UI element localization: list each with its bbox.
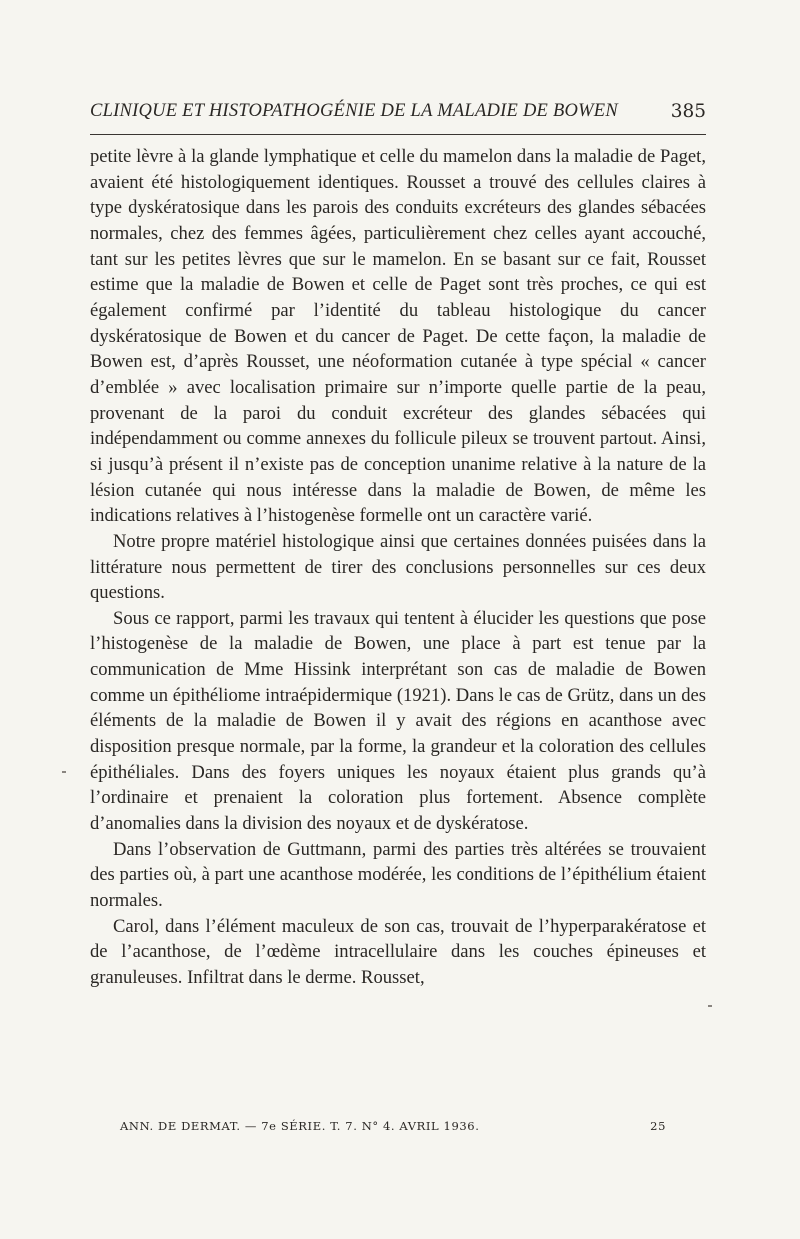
header-rule bbox=[90, 134, 706, 135]
running-title: CLINIQUE ET HISTOPATHOGÉNIE DE LA MALADIE DE BOWEN bbox=[90, 101, 618, 121]
page-number: 385 bbox=[670, 101, 706, 122]
journal-citation: ANN. DE DERMAT. — 7e SÉRIE. T. 7. N° 4. AVRIL 1936. bbox=[120, 1119, 480, 1133]
paragraph-3: Sous ce rapport, parmi les travaux qui tentent à élucider les questions que pose l’histogenèse de la maladie de Bowen, une place à part est tenue par la communication de Mme Hissink interprétant son cas de maladie de Bowen comme un épithéliome intraépidermique (1921). Dans le cas de Grütz, dans un des éléments de la maladie de Bowen il y avait des régions en acanthose avec disposition presque normale, par la forme, la grandeur et la coloration des cellules épithéliales. Dans des foyers uniques les noyaux étaient plus grands qu’à l’ordinaire et prenaient la coloration plus fortement. Absence complète d’anomalies dans la division des noyaux et de dyskératose. bbox=[90, 607, 706, 835]
body-text bbox=[90, 144, 706, 991]
footer bbox=[90, 1116, 706, 1138]
paragraph-5: Carol, dans l’élément maculeux de son cas, trouvait de l’hyperparakératose et de l’acanthose, de l’œdème intracellulaire dans les couches épineuses et granuleuses. Infiltrat dans le derme. Rousset, bbox=[90, 915, 706, 988]
signature-number: 25 bbox=[650, 1119, 666, 1133]
paragraph-2: Notre propre matériel histologique ainsi que certaines données puisées dans la littérature nous permettent de tirer des conclusions personnelles sur ces deux questions. bbox=[90, 530, 706, 604]
margin-mark bbox=[708, 1005, 712, 1007]
paragraph-1: petite lèvre à la glande lymphatique et celle du mamelon dans la maladie de Paget, avaient été histologiquement identiques. Rousset a trouvé des cellules claires à type dyskératosique dans les parois des conduits excréteurs des glandes sébacées normales, chez des femmes âgées, particulièrement chez celles ayant accouché, tant sur les petites lèvres que sur le mamelon. En se basant sur ce fait, Rousset estime que la maladie de Bowen et celle de Paget sont très proches, ce qui est également confirmé par l’identité du tableau histologique du cancer dyskératosique de Bowen et du cancer de Paget. De cette façon, la maladie de Bowen est, d’après Rousset, une néoformation cutanée à type spécial « cancer d’emblée » avec localisation primaire sur n’importe quelle partie de la peau, provenant de la paroi du conduit excréteur des glandes sébacées qui indépendamment ou comme annexes du follicule pileux se trouvent partout. Ainsi, si jusqu’à présent il n’existe pas de conception unanime relative à la nature de la lésion cutanée qui nous intéresse dans la maladie de Bowen, de même les indications relatives à l’histogenèse formelle ont un caractère varié. bbox=[90, 146, 706, 527]
margin-mark bbox=[62, 771, 66, 773]
running-head bbox=[90, 97, 706, 127]
paragraph-4: Dans l’observation de Guttmann, parmi des parties très altérées se trouvaient des parties où, à part une acanthose modérée, les conditions de l’épithélium étaient normales. bbox=[90, 838, 706, 912]
